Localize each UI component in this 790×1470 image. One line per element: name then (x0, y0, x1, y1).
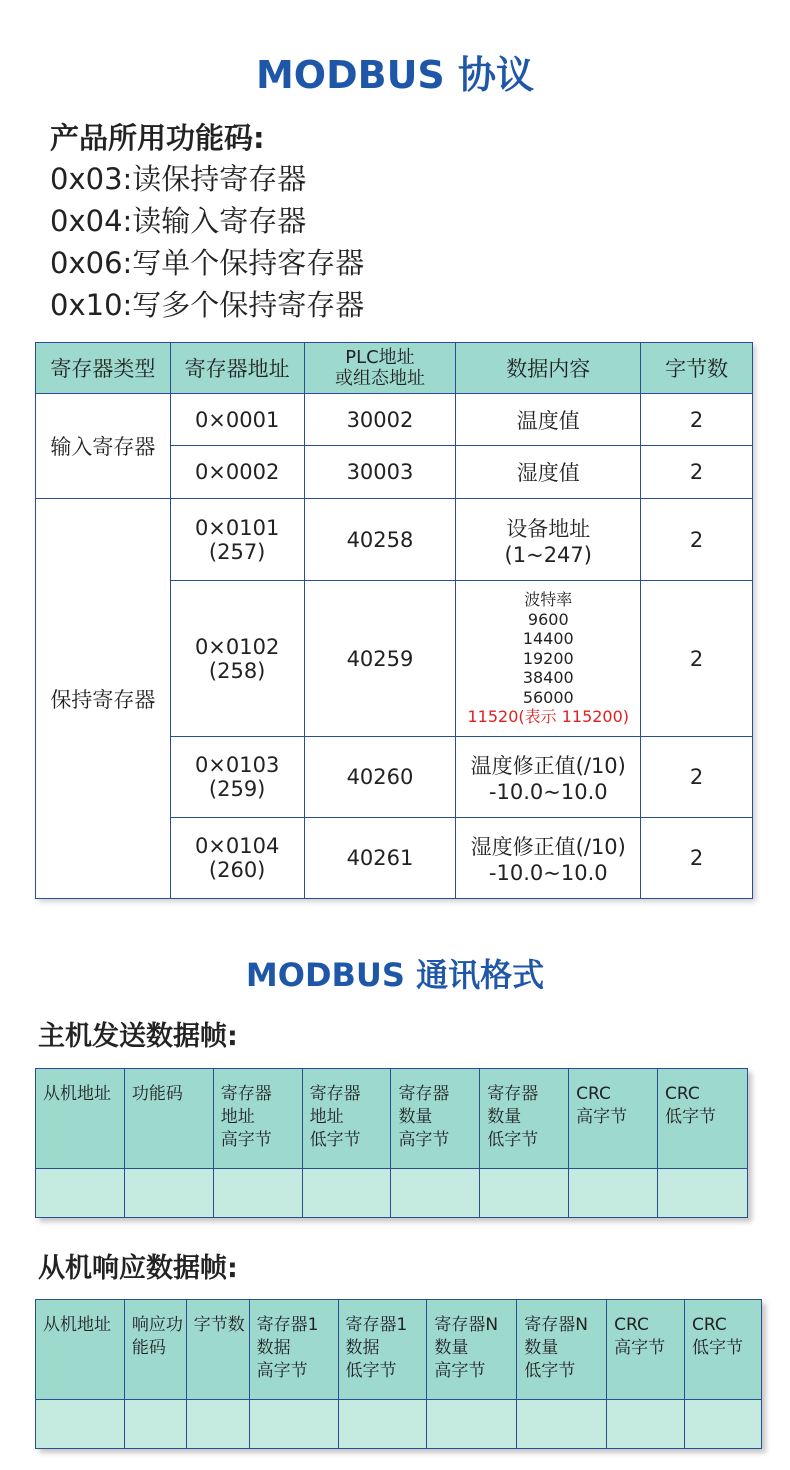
plc-address: 40258 (304, 499, 456, 581)
frame-field-line: CRC (665, 1084, 700, 1104)
frame-field (338, 1300, 427, 1400)
header-plc-line1: PLC地址 (345, 347, 415, 368)
frame-field-line: 低字节 (692, 1338, 744, 1358)
header-plc-address (304, 343, 456, 394)
frame-field (685, 1300, 762, 1400)
plc-address: 40259 (304, 581, 456, 737)
frame-field-line: 高字节 (220, 1130, 272, 1150)
frame-field (124, 1069, 213, 1169)
frame-cell (427, 1400, 517, 1449)
host-frame-table (35, 1068, 748, 1218)
register-table-header (36, 343, 753, 394)
frame-field-line: 地址 (309, 1107, 344, 1127)
frame-field (427, 1300, 517, 1400)
function-code-item: 0x03:读保持寄存器 (50, 162, 307, 196)
frame-field-line: 数据 (256, 1338, 291, 1358)
host-frame-data-row (36, 1169, 748, 1218)
function-code-heading: 产品所用功能码: (50, 121, 265, 155)
data-content: 温度值 (456, 394, 641, 446)
baud-rate-value: 56000 (522, 687, 574, 707)
function-code-item: 0x04:读输入寄存器 (50, 204, 307, 238)
frame-field (186, 1300, 249, 1400)
frame-field-line: 寄存器 (220, 1084, 272, 1104)
data-content-line2: (1~247) (504, 542, 592, 567)
register-address-hex: 0×0103 (194, 753, 280, 777)
frame-field-line: 字节数 (193, 1315, 245, 1335)
frame-field-line: 从机地址 (43, 1315, 111, 1335)
register-address (170, 818, 304, 899)
table-row (36, 394, 753, 446)
frame-field (569, 1069, 658, 1169)
header-data-content: 数据内容 (456, 343, 641, 394)
data-content-line2: -10.0~10.0 (488, 861, 608, 885)
slave-frame-table (35, 1299, 762, 1449)
input-register-type: 输入寄存器 (36, 394, 171, 499)
frame-field-line: 高字节 (576, 1107, 628, 1127)
register-address-dec: (260) (208, 858, 266, 882)
plc-address: 30003 (304, 446, 456, 499)
frame-cell (36, 1400, 125, 1449)
frame-field-line: 寄存器1 (256, 1315, 319, 1335)
frame-field (517, 1300, 607, 1400)
register-address-hex: 0×0101 (194, 515, 280, 540)
register-table (35, 342, 753, 899)
data-content-line1: 设备地址 (506, 516, 591, 541)
page-title: MODBUS 协议 (255, 53, 535, 97)
byte-count: 2 (641, 581, 753, 737)
frame-field-line: CRC (576, 1084, 611, 1104)
frame-cell (124, 1400, 186, 1449)
frame-cell (302, 1169, 391, 1218)
frame-field-line: 低字节 (345, 1361, 397, 1381)
baud-rate-note: 11520(表示 115200) (467, 707, 630, 727)
baud-rate-value: 9600 (527, 609, 569, 629)
frame-cell (338, 1400, 427, 1449)
frame-field (36, 1069, 125, 1169)
frame-cell (249, 1400, 338, 1449)
frame-field-line: 低字节 (665, 1107, 717, 1127)
baud-rate-value: 38400 (522, 668, 574, 688)
frame-field-line: 高字节 (434, 1361, 486, 1381)
byte-count: 2 (641, 818, 753, 899)
register-address: 0×0001 (170, 394, 304, 446)
frame-field-line: 从机地址 (43, 1084, 111, 1104)
frame-field-line: 数量 (524, 1338, 559, 1358)
frame-field (124, 1300, 186, 1400)
data-content-line2: -10.0~10.0 (488, 780, 608, 804)
byte-count: 2 (641, 394, 753, 446)
frame-field (36, 1300, 125, 1400)
slave-frame-header (36, 1300, 762, 1400)
register-address (170, 737, 304, 818)
frame-field-line: 低字节 (487, 1130, 539, 1150)
register-address: 0×0002 (170, 446, 304, 499)
function-code-item: 0x06:写单个保持客存器 (50, 246, 365, 280)
frame-cell (124, 1169, 213, 1218)
frame-cell (213, 1169, 302, 1218)
frame-field (302, 1069, 391, 1169)
baud-rate-value: 19200 (522, 648, 574, 668)
frame-field-line: 寄存器 (398, 1084, 450, 1104)
frame-field-line: 数据 (345, 1338, 380, 1358)
frame-field-line: 数量 (487, 1107, 522, 1127)
register-address-hex: 0×0102 (194, 634, 280, 659)
register-address (170, 499, 304, 581)
register-address (170, 581, 304, 737)
frame-field (658, 1069, 748, 1169)
baud-rate-label: 波特率 (524, 590, 573, 610)
register-address-dec: (257) (208, 539, 266, 564)
register-address-dec: (258) (208, 658, 266, 683)
frame-field (607, 1300, 685, 1400)
data-content (456, 499, 641, 581)
header-byte-count: 字节数 (641, 343, 753, 394)
byte-count: 2 (641, 499, 753, 581)
plc-address: 40261 (304, 818, 456, 899)
frame-cell (685, 1400, 762, 1449)
byte-count: 2 (641, 737, 753, 818)
table-row (36, 499, 753, 581)
data-content (456, 737, 641, 818)
function-code-item: 0x10:写多个保持寄存器 (50, 288, 365, 322)
frame-field (391, 1069, 480, 1169)
frame-field-line: 寄存器N (434, 1315, 499, 1335)
frame-field (480, 1069, 569, 1169)
frame-field-line: 寄存器 (309, 1084, 361, 1104)
frame-cell (658, 1169, 748, 1218)
host-frame-label: 主机发送数据帧: (38, 1021, 238, 1052)
data-content-line1: 温度修正值(/10) (470, 754, 626, 778)
slave-frame-label: 从机响应数据帧: (38, 1253, 238, 1284)
frame-cell (607, 1400, 685, 1449)
section-title: MODBUS 通讯格式 (245, 956, 545, 994)
frame-field-line: 寄存器1 (345, 1315, 408, 1335)
frame-field-line: 能码 (131, 1338, 166, 1358)
frame-cell (480, 1169, 569, 1218)
plc-address: 30002 (304, 394, 456, 446)
frame-field-line: 寄存器N (524, 1315, 588, 1335)
frame-field (213, 1069, 302, 1169)
frame-field-line: 高字节 (398, 1130, 450, 1150)
frame-field-line: 高字节 (256, 1361, 308, 1381)
register-address-dec: (259) (208, 777, 266, 801)
frame-field-line: 寄存器 (487, 1084, 539, 1104)
frame-field-line: 数量 (434, 1338, 469, 1358)
frame-field-line: 响应功 (131, 1315, 183, 1335)
host-frame-header (36, 1069, 748, 1169)
slave-frame-data-row (36, 1400, 762, 1449)
frame-cell (569, 1169, 658, 1218)
frame-cell (391, 1169, 480, 1218)
register-address-hex: 0×0104 (194, 834, 280, 858)
data-content: 湿度值 (456, 446, 641, 499)
frame-field-line: CRC (614, 1315, 649, 1335)
plc-address: 40260 (304, 737, 456, 818)
header-plc-line2: 或组态地址 (334, 368, 425, 389)
baud-rate-value: 14400 (522, 629, 574, 649)
data-content-line1: 湿度修正值(/10) (470, 835, 626, 859)
data-content (456, 818, 641, 899)
frame-field-line: 地址 (220, 1107, 255, 1127)
byte-count: 2 (641, 446, 753, 499)
header-register-type: 寄存器类型 (36, 343, 171, 394)
header-register-address: 寄存器地址 (170, 343, 304, 394)
frame-field-line: 数量 (398, 1107, 433, 1127)
holding-register-type: 保持寄存器 (36, 499, 171, 899)
frame-field-line: 低字节 (309, 1130, 361, 1150)
frame-field-line: 高字节 (614, 1338, 666, 1358)
frame-cell (517, 1400, 607, 1449)
frame-field-line: 低字节 (524, 1361, 576, 1381)
frame-field (249, 1300, 338, 1400)
frame-field-line: 功能码 (131, 1084, 183, 1104)
function-code-list (50, 118, 364, 326)
frame-field-line: CRC (692, 1315, 727, 1335)
frame-cell (36, 1169, 125, 1218)
frame-cell (186, 1400, 249, 1449)
baud-rate-options (456, 581, 641, 737)
